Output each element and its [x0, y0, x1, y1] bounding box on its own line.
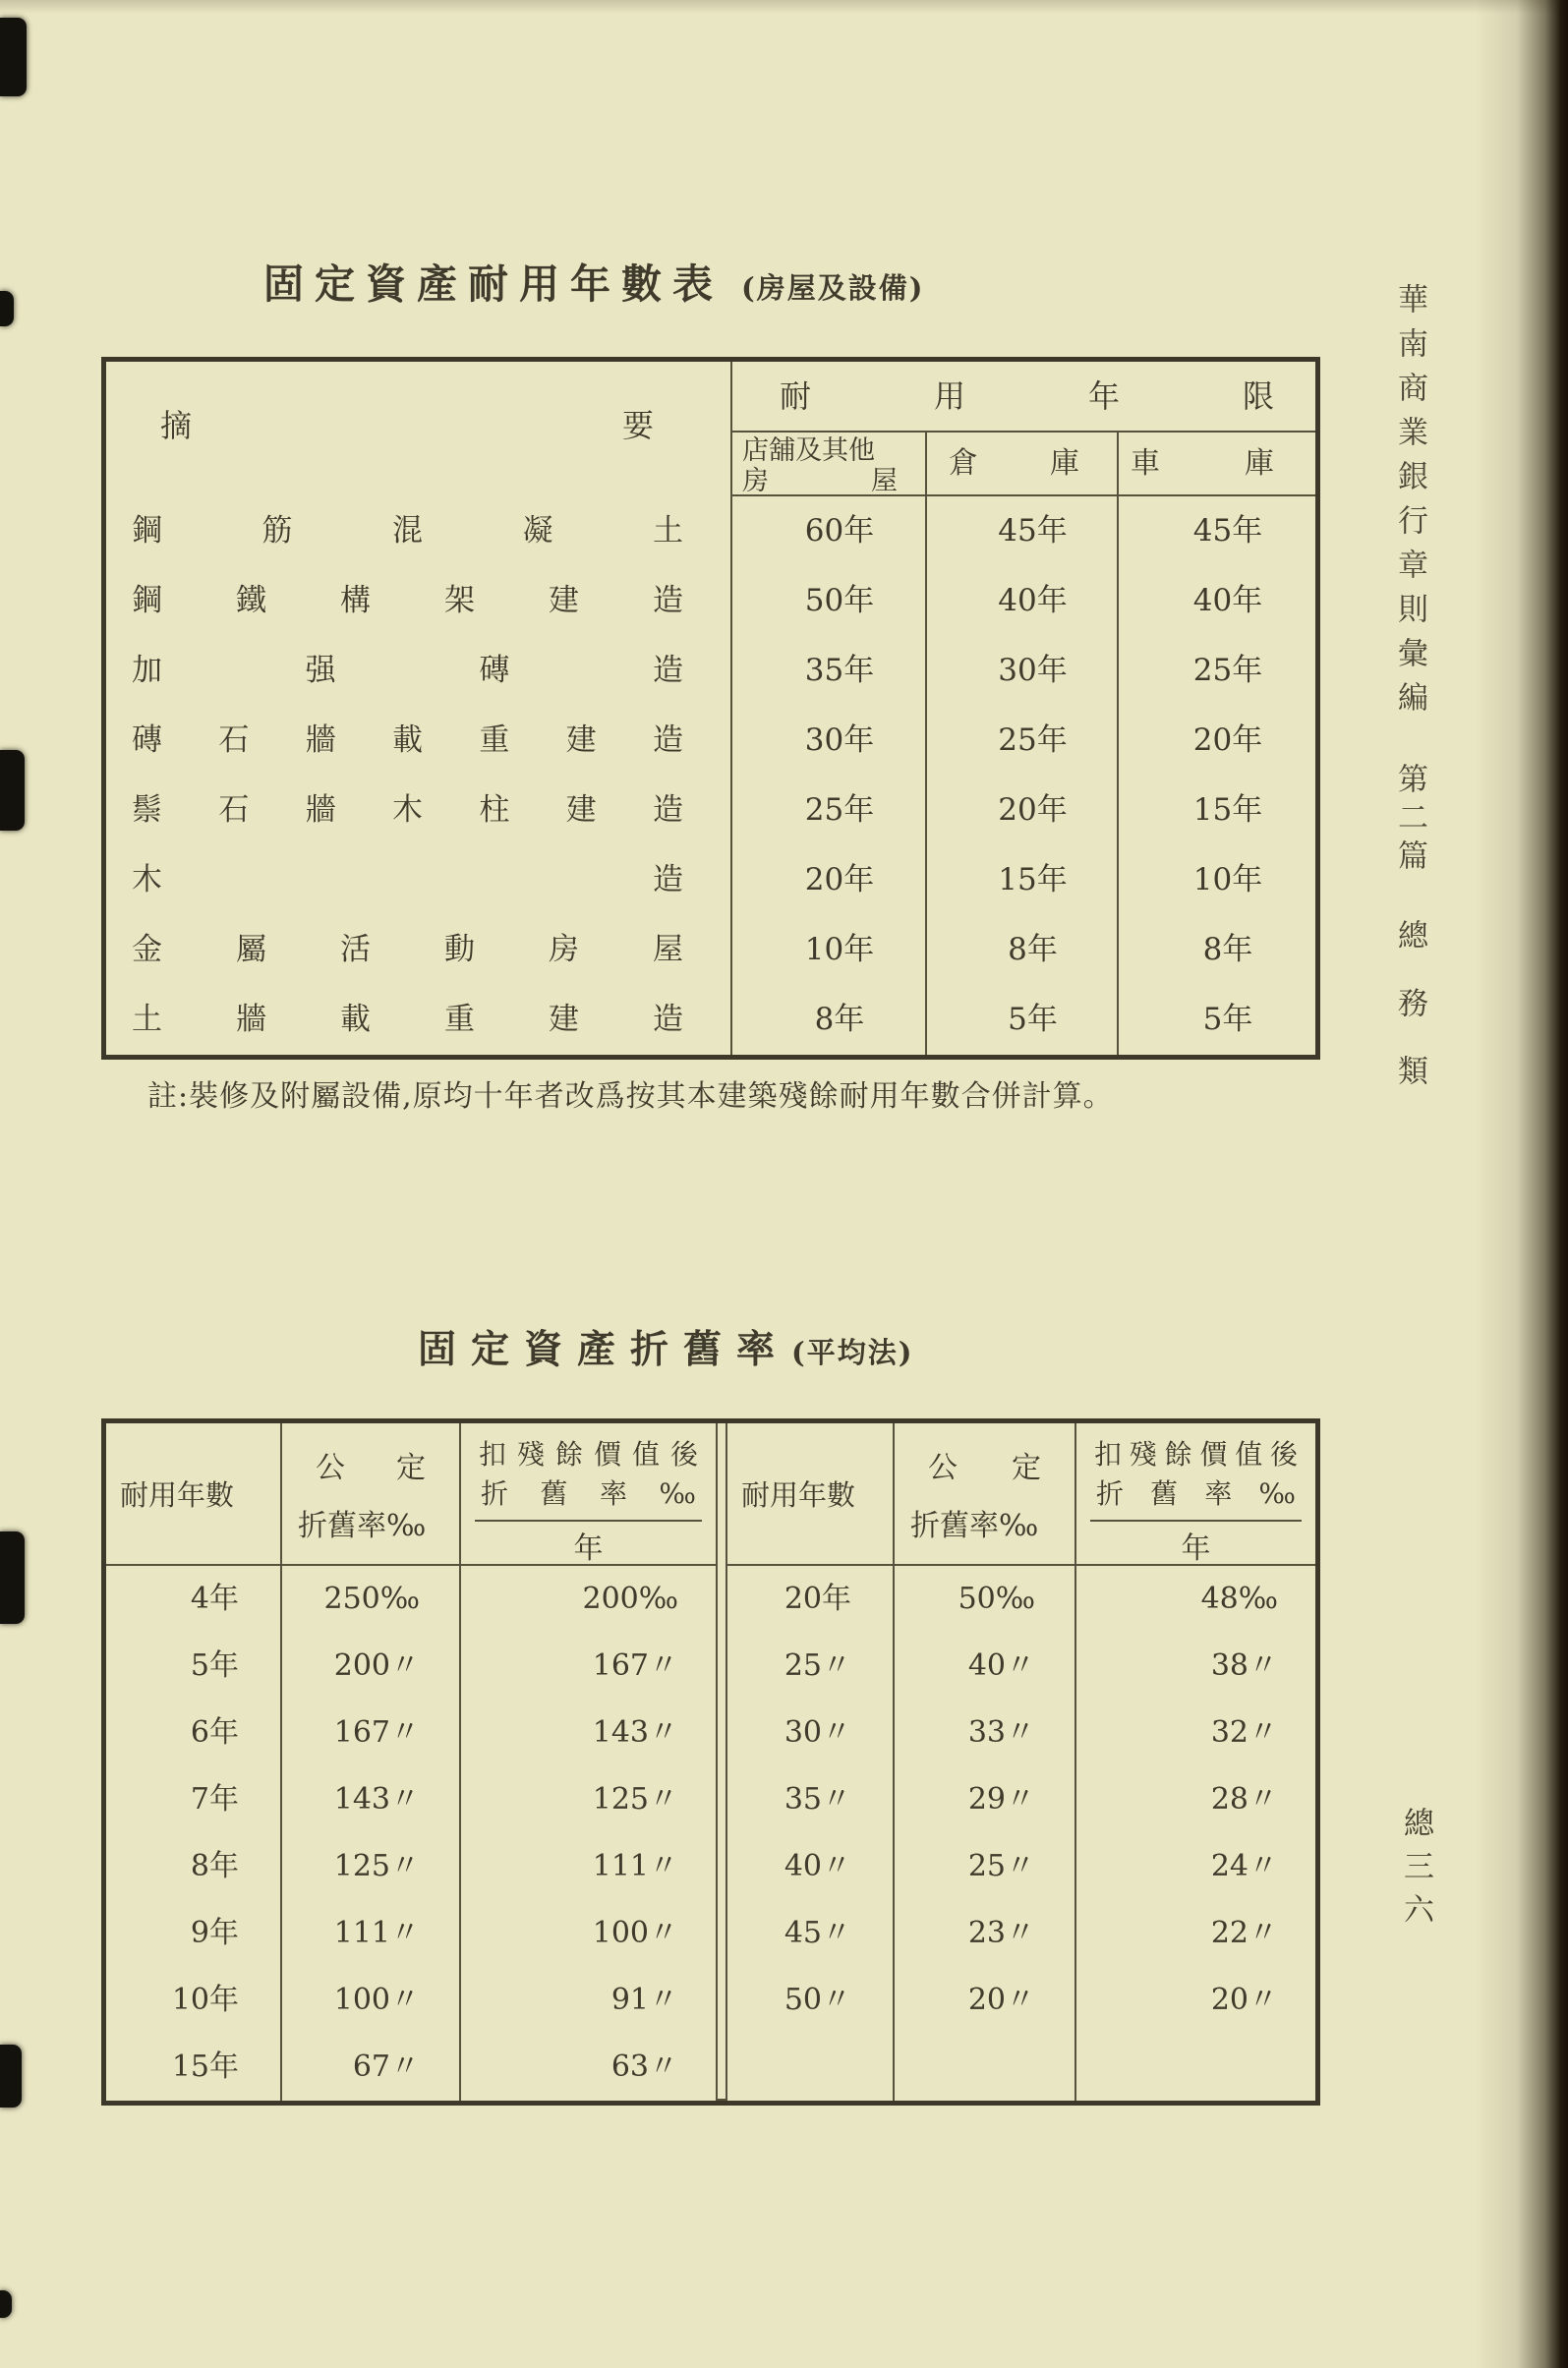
cell-shop: 30年 — [730, 706, 925, 776]
cell-warehouse: 20年 — [925, 776, 1117, 845]
cell-official-rate: 25〃 — [893, 1833, 1074, 1900]
useful-life-table-title — [263, 252, 924, 310]
cell-net-rate: 200‰ — [459, 1566, 716, 1633]
binding-mark — [0, 750, 25, 831]
depreciation-table — [101, 1418, 1320, 2106]
row-label: 土牆載重建造 — [132, 1002, 683, 1037]
title-text: 固定資產折舊率 — [418, 1327, 790, 1372]
cell-net-rate: 100〃 — [459, 1900, 716, 1967]
cell-warehouse: 5年 — [925, 985, 1117, 1055]
header-official-line2: 折舊率‰ — [298, 1509, 427, 1544]
cell-years: 15年 — [171, 2050, 239, 2084]
header-net-rate-right — [1074, 1423, 1315, 1566]
header-useful-life-group: 耐用年限 — [730, 362, 1315, 433]
cell-years: 30〃 — [784, 1715, 851, 1750]
cell-years: 35〃 — [784, 1782, 851, 1817]
cell-warehouse: 40年 — [925, 566, 1117, 636]
book-section-vertical: 第二篇 — [1392, 763, 1427, 878]
cell-official-rate: 67〃 — [280, 2034, 459, 2101]
header-official-line1: 公定 — [928, 1450, 1041, 1485]
header-net-line3: 年 — [1181, 1531, 1211, 1566]
book-spine-caption — [1388, 283, 1432, 1581]
header-official-line1: 公定 — [316, 1450, 426, 1485]
table-footnote: 註:裝修及附屬設備,原均十年者改爲按其本建築殘餘耐用年數合併計算。 — [147, 1079, 1114, 1114]
header-useful-years-left: 耐用年數 — [106, 1423, 280, 1566]
cell-shop: 8年 — [730, 985, 925, 1055]
header-net-line1: 扣殘餘價值後 — [1094, 1438, 1298, 1471]
cell-shop: 35年 — [730, 636, 925, 706]
cell-official-rate: 23〃 — [893, 1900, 1074, 1967]
cell-shop: 20年 — [730, 845, 925, 915]
page-top-shadow — [0, 0, 1568, 14]
cell-official-rate: 29〃 — [893, 1766, 1074, 1833]
title-subtitle: (平均法) — [791, 1336, 914, 1369]
cell-net-rate: 167〃 — [459, 1633, 716, 1700]
header-official-rate-right — [893, 1423, 1074, 1566]
row-label: 鋼筋混凝土 — [132, 513, 683, 549]
cell-garage: 45年 — [1117, 496, 1315, 566]
cell-garage: 40年 — [1117, 566, 1315, 636]
row-label: 鋼鐵構架建造 — [132, 583, 683, 618]
cell-net-rate: 111〃 — [459, 1833, 716, 1900]
row-label: 金屬活動房屋 — [132, 932, 683, 967]
cell-shop: 25年 — [730, 776, 925, 845]
header-garage: 車庫 — [1117, 433, 1315, 496]
cell-official-rate: 40〃 — [893, 1633, 1074, 1700]
row-label: 木造 — [132, 862, 683, 897]
useful-life-table — [101, 357, 1320, 1060]
cell-shop: 10年 — [730, 915, 925, 985]
cell-warehouse: 15年 — [925, 845, 1117, 915]
header-official-line2: 折舊率‰ — [910, 1509, 1039, 1544]
header-shop-and-other-buildings — [730, 433, 925, 496]
cell-net-rate: 48‰ — [1074, 1566, 1315, 1633]
header-summary: 摘要 — [160, 407, 654, 444]
cell-warehouse: 8年 — [925, 915, 1117, 985]
cell-warehouse: 30年 — [925, 636, 1117, 706]
cell-net-rate: 32〃 — [1074, 1700, 1315, 1766]
cell-years: 20年 — [784, 1582, 851, 1616]
cell-official-rate-empty — [893, 2034, 1074, 2101]
cell-years: 50〃 — [784, 1983, 851, 2017]
cell-warehouse: 45年 — [925, 496, 1117, 566]
cell-years: 6年 — [190, 1715, 239, 1750]
header-shop-line2: 房屋 — [742, 466, 898, 496]
row-label: 加强磚造 — [132, 653, 683, 688]
cell-official-rate: 250‰ — [280, 1566, 459, 1633]
cell-years-empty — [727, 2034, 893, 2101]
cell-net-rate: 91〃 — [459, 1967, 716, 2034]
header-official-rate-left — [280, 1423, 459, 1566]
header-net-rate-left — [459, 1423, 716, 1566]
cell-garage: 25年 — [1117, 636, 1315, 706]
cell-garage: 10年 — [1117, 845, 1315, 915]
book-category-vertical: 總務類 — [1392, 919, 1427, 1123]
header-net-line2: 折舊率‰ — [475, 1473, 702, 1522]
page-number: 總三六 — [1398, 1807, 1433, 1936]
cell-net-rate: 28〃 — [1074, 1766, 1315, 1833]
page-right-edge-shadow — [1475, 0, 1568, 2368]
binding-mark — [0, 2045, 22, 2108]
table-middle-divider — [716, 1423, 727, 2101]
cell-years: 40〃 — [784, 1849, 851, 1883]
binding-mark — [0, 1531, 25, 1624]
cell-years: 7年 — [190, 1782, 239, 1817]
cell-official-rate: 200〃 — [280, 1633, 459, 1700]
row-label: 磚石牆載重建造 — [132, 722, 683, 758]
header-net-line3: 年 — [573, 1531, 604, 1566]
cell-years: 45〃 — [784, 1916, 851, 1950]
header-net-line2: 折舊率‰ — [1090, 1473, 1302, 1522]
cell-years: 4年 — [190, 1582, 239, 1616]
depreciation-table-title — [418, 1319, 913, 1374]
cell-years: 25〃 — [784, 1648, 851, 1683]
cell-official-rate: 33〃 — [893, 1700, 1074, 1766]
header-useful-years-right: 耐用年數 — [727, 1423, 893, 1566]
cell-net-rate: 20〃 — [1074, 1967, 1315, 2034]
cell-net-rate-empty — [1074, 2034, 1315, 2101]
binding-mark — [0, 291, 14, 326]
cell-official-rate: 143〃 — [280, 1766, 459, 1833]
cell-official-rate: 167〃 — [280, 1700, 459, 1766]
header-shop-line1: 店舖及其他 — [742, 435, 875, 466]
cell-net-rate: 63〃 — [459, 2034, 716, 2101]
cell-shop: 60年 — [730, 496, 925, 566]
cell-years: 5年 — [190, 1648, 239, 1683]
cell-official-rate: 111〃 — [280, 1900, 459, 1967]
cell-garage: 5年 — [1117, 985, 1315, 1055]
header-net-line1: 扣殘餘價值後 — [479, 1438, 698, 1471]
binding-mark — [0, 18, 27, 96]
cell-garage: 8年 — [1117, 915, 1315, 985]
title-subtitle: (房屋及設備) — [741, 271, 925, 305]
cell-garage: 15年 — [1117, 776, 1315, 845]
cell-net-rate: 24〃 — [1074, 1833, 1315, 1900]
cell-net-rate: 143〃 — [459, 1700, 716, 1766]
cell-official-rate: 50‰ — [893, 1566, 1074, 1633]
cell-years: 8年 — [190, 1849, 239, 1883]
cell-years: 10年 — [171, 1983, 239, 2017]
cell-warehouse: 25年 — [925, 706, 1117, 776]
cell-official-rate: 20〃 — [893, 1967, 1074, 2034]
cell-net-rate: 125〃 — [459, 1766, 716, 1833]
cell-net-rate: 38〃 — [1074, 1633, 1315, 1700]
cell-garage: 20年 — [1117, 706, 1315, 776]
cell-official-rate: 100〃 — [280, 1967, 459, 2034]
header-warehouse: 倉庫 — [925, 433, 1117, 496]
binding-mark — [0, 2290, 12, 2318]
cell-years: 9年 — [190, 1916, 239, 1950]
cell-net-rate: 22〃 — [1074, 1900, 1315, 1967]
title-text: 固定資產耐用年數表 — [263, 260, 724, 308]
cell-official-rate: 125〃 — [280, 1833, 459, 1900]
cell-shop: 50年 — [730, 566, 925, 636]
book-title-vertical: 華南商業銀行章則彙編 — [1392, 283, 1427, 725]
row-label: 鬃石牆木柱建造 — [132, 792, 683, 828]
